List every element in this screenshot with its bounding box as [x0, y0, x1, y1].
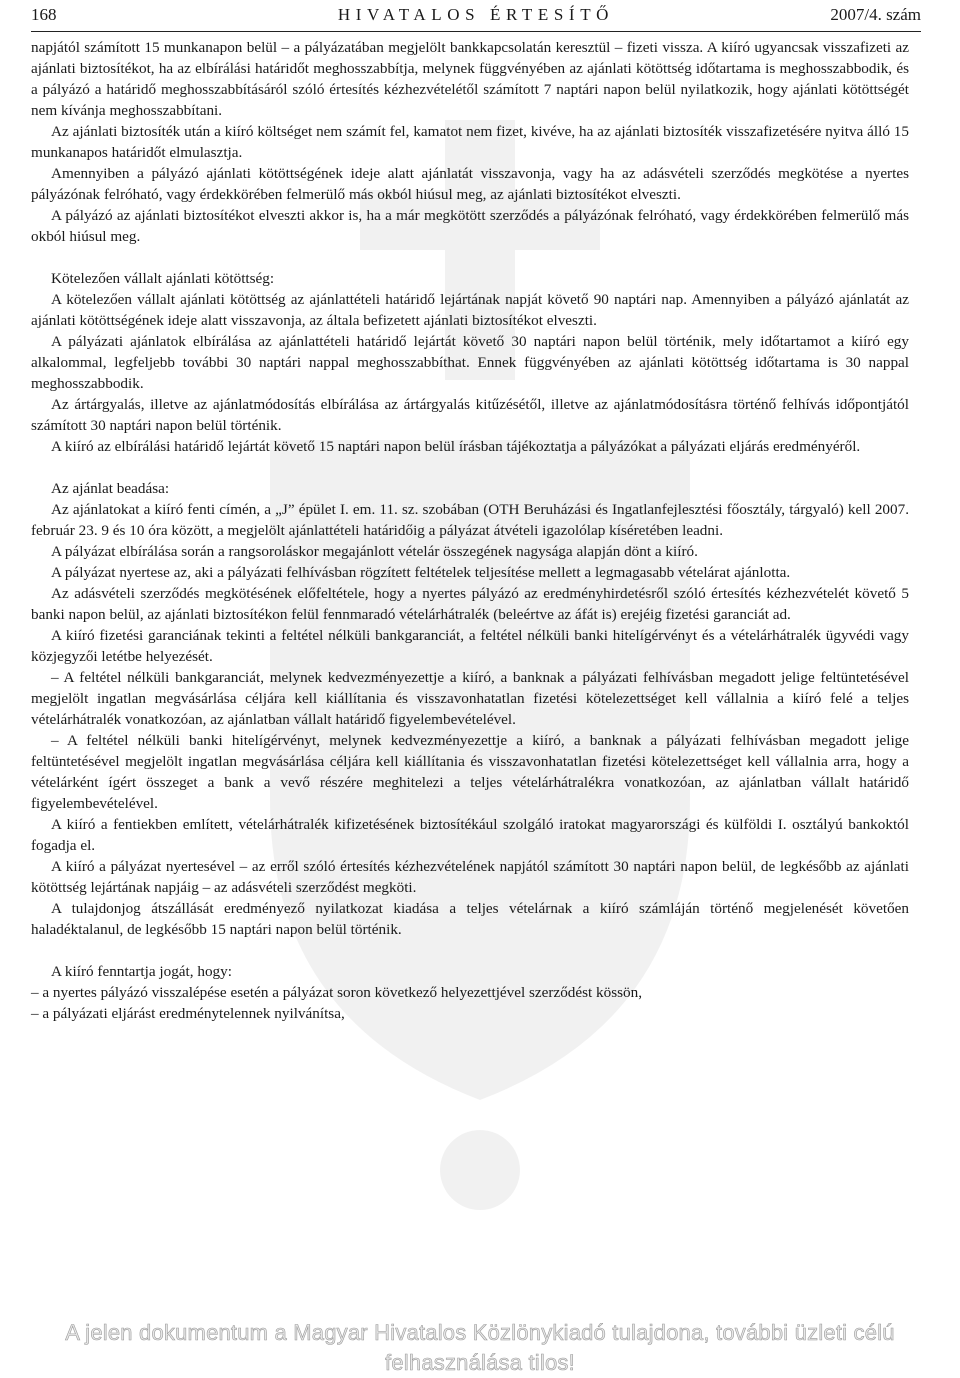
paragraph: – A feltétel nélküli bankgaranciát, melynek kedvezményezettje a kiíró, a banknak a pályázati felhívásban megadott jelige feltüntetésével megjelölt ingatlan megvásárlása céljára kell kiállítania és visszavonhatatlan fizetési kötelezettséget kell vállalnia a kiíró felé a teljes vételárhátralék vonatkozóan, az ajánlatban vállalt határidő figyelembevételével. — [31, 669, 909, 728]
paragraph: A tulajdonjog átszállását eredményező nyilatkozat kiadása a teljes vételárnak a kiíró számláján történő megjelenését követően haladéktalanul, de legkésőbb 15 naptári napon belül történik. — [31, 900, 909, 938]
document-body — [31, 37, 909, 1024]
paragraph: Az ajánlatokat a kiíró fenti címén, a „J” épület I. em. 11. sz. szobában (OTH Beruházási és Ingatlanfejlesztési főosztály, tárgyaló) kell 2007. február 23. 9 és 10 óra között, a megjelölt ajánlattételi határidőig a pályázat átvételi igazolólap kíséretében leadni. — [31, 501, 909, 539]
issue-number: 2007/4. szám — [830, 5, 921, 24]
paragraph: – A feltétel nélküli banki hitelígérvényt, melynek kedvezményezettje a kiíró, a banknak a pályázati felhívásban megadott jelige feltüntetésével megjelölt ingatlan megvásárlása céljára kell kiállítania és visszavonhatatlan fizetési kötelezettséget kell vállalnia arra, hogy a vételárként ígért összeget a bank a vevő részére meghitelezi a teljes vételárhátralékra vonatkozóan, az ajánlatban vállalt határidő figyelembevételével. — [31, 732, 909, 812]
paragraph: A pályázat elbírálása során a rangsoroláskor megajánlott vételár összegének nagysága alapján dönt a kiíró. — [51, 543, 698, 560]
copyright-footer: A jelen dokumentum a Magyar Hivatalos Közlönykiadó tulajdona, további üzleti célú felhasználása tilos! — [65, 1320, 895, 1375]
paragraph: A kiíró az elbírálási határidő lejártát követő 15 naptári napon belül írásban tájékoztatja a pályázókat a pályázati eljárás eredményéről. — [51, 438, 861, 455]
paragraph: Amennyiben a pályázó ajánlati kötöttségének ideje alatt ajánlatát visszavonja, vagy ha az adásvételi szerződés megkötése a nyertes pályázónak felróható, vagy érdekkörében felmerülő más okból hiúsul meg, az ajánlati biztosítékot elveszti. — [31, 165, 909, 203]
section-heading: A kiíró fenntartja jogát, hogy: — [51, 963, 232, 980]
paragraph: A kiíró a pályázat nyertesével – az erről szóló értesítés kézhezvételének napjától számított 30 naptári napon belül, de legkésőbb az ajánlati kötöttség lejártának napjáig – az adásvételi szerződést megköti. — [31, 858, 909, 896]
paragraph: napjától számított 15 munkanapon belül – a pályázatában megjelölt bankkapcsolatán keresztül – fizeti vissza. A kiíró ugyancsak visszafizeti az ajánlati biztosítékot, ha az elbírálási határidőt meghosszabbítja, melynek függvényében az ajánlati kötöttség időtartama is meghosszabbodik, és a pályázó a határidő meghosszabbításáról szóló értesítés kézhezvételétől számított 7 naptári napon belül nyilatkozik, hogy ajánlati kötöttségét nem kívánja meghosszabbítani. — [31, 39, 909, 119]
paragraph-gap — [31, 247, 909, 268]
paragraph: A pályázó az ajánlati biztosítékot elveszti akkor is, ha a már megkötött szerződés a pályázónak felróható, vagy érdekkörében felmerülő más okból hiúsul meg. — [31, 207, 909, 245]
paragraph: A kiíró a fentiekben említett, vételárhátralék kifizetésének biztosítékául szolgáló iratokat magyarországi és külföldi I. osztályú bankoktól fogadja el. — [31, 816, 909, 854]
paragraph-gap — [31, 940, 909, 961]
paragraph: Az ártárgyalás, illetve az ajánlatmódosítás elbírálása az ártárgyalás kitűzésétől, illetve az ajánlatmódosításra történő felhívás időpontjától számított 30 naptári napon belül történik. — [31, 396, 909, 434]
page-number: 168 — [31, 5, 57, 24]
publication-title: HIVATALOS ÉRTESÍTŐ — [337, 5, 615, 24]
list-item: – a nyertes pályázó visszalépése esetén a pályázat soron következő helyezettjével szerződést kössön, — [31, 984, 643, 1001]
section-heading: Az ajánlat beadása: — [51, 480, 170, 497]
page-header — [31, 2, 921, 28]
paragraph: Az adásvételi szerződés megkötésének előfeltétele, hogy a nyertes pályázó az eredményhirdetésről szóló értesítés kézhezvételét követő 5 banki napon belül, az ajánlati biztosítékon felül fennmaradó vételárhátralék (beleértve az áfát is) erejéig fizetési garanciát ad. — [31, 585, 909, 623]
paragraph: Az ajánlati biztosíték után a kiíró költséget nem számít fel, kamatot nem fizet, kivéve, ha az ajánlati biztosíték visszafizetésére nyitva álló 15 munkanapos határidőt elmulasztja. — [31, 123, 909, 161]
section-heading: Kötelezően vállalt ajánlati kötöttség: — [51, 270, 275, 287]
paragraph: A kötelezően vállalt ajánlati kötöttség az ajánlattételi határidő lejártának napját követő 90 naptári nap. Amennyiben a pályázó ajánlatát az ajánlati kötöttségének ideje alatt visszavonja, az általa befizetett ajánlati biztosítékot elveszti. — [31, 291, 909, 329]
list-item: – a pályázati eljárást eredménytelennek nyilvánítsa, — [31, 1005, 345, 1022]
paragraph: A pályázat nyertese az, aki a pályázati felhívásban rögzített feltételek teljesítése mellett a legmagasabb vételárat ajánlotta. — [51, 564, 791, 581]
paragraph-gap — [31, 457, 909, 478]
header-rule — [31, 31, 921, 32]
paragraph: A pályázati ajánlatok elbírálása az ajánlattételi határidő lejártát követő 30 naptári napon belül történik, mely időtartamot a kiíró egy alkalommal, legfeljebb további 30 naptári nappal meghosszabbíthat. Ennek függvényében az ajánlati kötöttség időtartama is 30 nappal meghosszabbodik. — [31, 333, 909, 392]
paragraph: A kiíró fizetési garanciának tekinti a feltétel nélküli bankgaranciát, a feltétel nélküli banki hitelígérvényt és a vételárhátralék ügyvédi vagy közjegyzői letétbe helyezését. — [31, 627, 909, 665]
